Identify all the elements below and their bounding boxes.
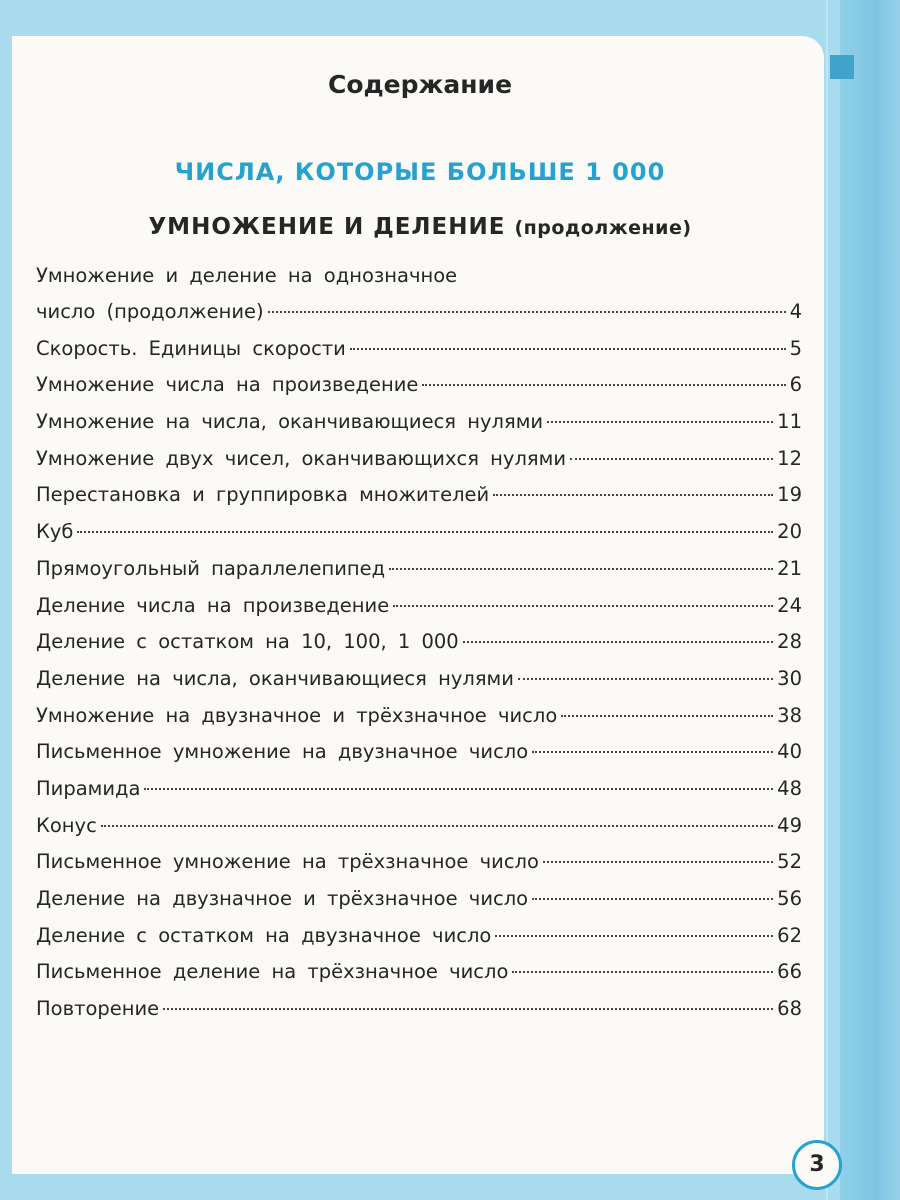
toc-item[interactable]: [36, 371, 802, 408]
toc-item[interactable]: [36, 298, 802, 335]
toc-item[interactable]: [36, 628, 802, 665]
toc-dot-leader: [422, 384, 785, 386]
toc-item-page-number: 21: [777, 556, 802, 580]
toc-item-page-number: 28: [777, 630, 802, 654]
toc-item-page-number: 49: [777, 813, 802, 837]
toc-item-label: Умножение на числа, оканчивающиеся нулями: [36, 410, 544, 434]
toc-item[interactable]: [36, 995, 802, 1032]
toc-item-page-number: 20: [777, 520, 802, 544]
subsection-main: УМНОЖЕНИЕ И ДЕЛЕНИЕ: [148, 214, 506, 240]
toc-item[interactable]: [36, 592, 802, 629]
toc-item[interactable]: [36, 922, 802, 959]
toc-item-page-number: 68: [777, 997, 802, 1021]
toc-item-label: Деление с остатком на 10, 100, 1 000: [36, 630, 459, 654]
toc-item[interactable]: [36, 885, 802, 922]
toc-dot-leader: [495, 935, 773, 937]
toc-item-label: Прямоугольный параллелепипед: [36, 556, 386, 580]
toc-item-label: Умножение числа на произведение: [36, 373, 419, 397]
section-heading: ЧИСЛА, КОТОРЫЕ БОЛЬШЕ 1 000: [174, 158, 666, 186]
toc-item-page-number: 40: [777, 740, 802, 764]
toc-item[interactable]: [36, 738, 802, 775]
toc-item-label: Деление с остатком на двузначное число: [36, 923, 492, 947]
toc-item-label: Деление на числа, оканчивающиеся нулями: [36, 666, 514, 690]
toc-item-label: Деление на двузначное и трёхзначное число: [36, 887, 529, 910]
toc-dot-leader: [512, 971, 773, 973]
toc-item-page-number: 12: [777, 446, 802, 470]
toc-dot-leader: [268, 311, 786, 313]
toc-dot-leader: [561, 715, 773, 717]
toc-dot-leader: [393, 605, 773, 607]
toc-item-label: Конус: [36, 813, 97, 837]
toc-item-label: Умножение двух чисел, оканчивающихся нулями: [36, 446, 567, 470]
toc-item-page-number: 19: [777, 483, 802, 507]
toc-dot-leader: [77, 531, 773, 533]
toc-item[interactable]: [36, 665, 802, 702]
toc-item[interactable]: [36, 481, 802, 518]
toc-item-page-number: 24: [777, 593, 802, 617]
toc-item-first-line[interactable]: Умножение и деление на однозначное: [36, 264, 458, 287]
toc-item[interactable]: [36, 812, 802, 849]
page-number-badge: 3: [792, 1140, 842, 1190]
toc-dot-leader: [493, 494, 773, 496]
subsection-note: (продолжение): [514, 217, 692, 239]
toc-item-label: Письменное умножение на двузначное число: [36, 740, 529, 764]
toc-item-label: Повторение: [36, 997, 160, 1021]
toc-item-page-number: 6: [789, 373, 802, 397]
toc-item-page-number: 11: [777, 410, 802, 434]
toc-dot-leader: [547, 421, 773, 423]
toc-item[interactable]: [36, 518, 802, 555]
toc-item-label: Письменное деление на трёхзначное число: [36, 960, 509, 984]
toc-item-page-number: 48: [777, 776, 802, 800]
toc-item-label: Деление числа на произведение: [36, 593, 390, 617]
toc-dot-leader: [570, 458, 773, 460]
toc-dot-leader: [518, 678, 773, 680]
toc-dot-leader: [163, 1008, 773, 1010]
toc-item[interactable]: [36, 408, 802, 445]
toc-item-label: Куб: [36, 520, 74, 544]
toc-item[interactable]: [36, 848, 802, 885]
toc-dot-leader: [463, 641, 773, 643]
toc-item-page-number: 5: [789, 336, 802, 360]
toc-item[interactable]: [36, 775, 802, 812]
toc-dot-leader: [532, 898, 773, 900]
table-of-contents: [36, 262, 802, 1032]
toc-item-label: Умножение на двузначное и трёхзначное число: [36, 703, 558, 727]
toc-item[interactable]: [36, 335, 802, 372]
toc-item[interactable]: [36, 555, 802, 592]
toc-item[interactable]: [36, 702, 802, 739]
toc-dot-leader: [532, 751, 773, 753]
toc-item-page-number: 30: [777, 666, 802, 690]
toc-item-label: Скорость. Единицы скорости: [36, 336, 346, 360]
toc-item-page-number: 4: [789, 300, 802, 323]
toc-dot-leader: [144, 788, 773, 790]
side-decorative-strip: [840, 0, 900, 1200]
toc-item-page-number: 38: [777, 703, 802, 727]
toc-dot-leader: [101, 825, 773, 827]
toc-item-page-number: 62: [777, 923, 802, 947]
toc-item-page-number: 52: [777, 850, 802, 874]
toc-item-page-number: 66: [777, 960, 802, 984]
page-title: Содержание: [327, 70, 513, 99]
toc-dot-leader: [350, 348, 786, 350]
toc-dot-leader: [543, 861, 773, 863]
toc-item[interactable]: [36, 445, 802, 482]
toc-item-label: Перестановка и группировка множителей: [36, 483, 490, 507]
subsection-heading: [0, 214, 840, 240]
toc-item-label: число (продолжение): [36, 300, 264, 323]
toc-item-label: Пирамида: [36, 776, 141, 800]
toc-item-page-number: 56: [777, 887, 802, 910]
toc-dot-leader: [389, 568, 773, 570]
toc-item-label: Письменное умножение на трёхзначное число: [36, 850, 539, 874]
toc-item[interactable]: [36, 958, 802, 995]
